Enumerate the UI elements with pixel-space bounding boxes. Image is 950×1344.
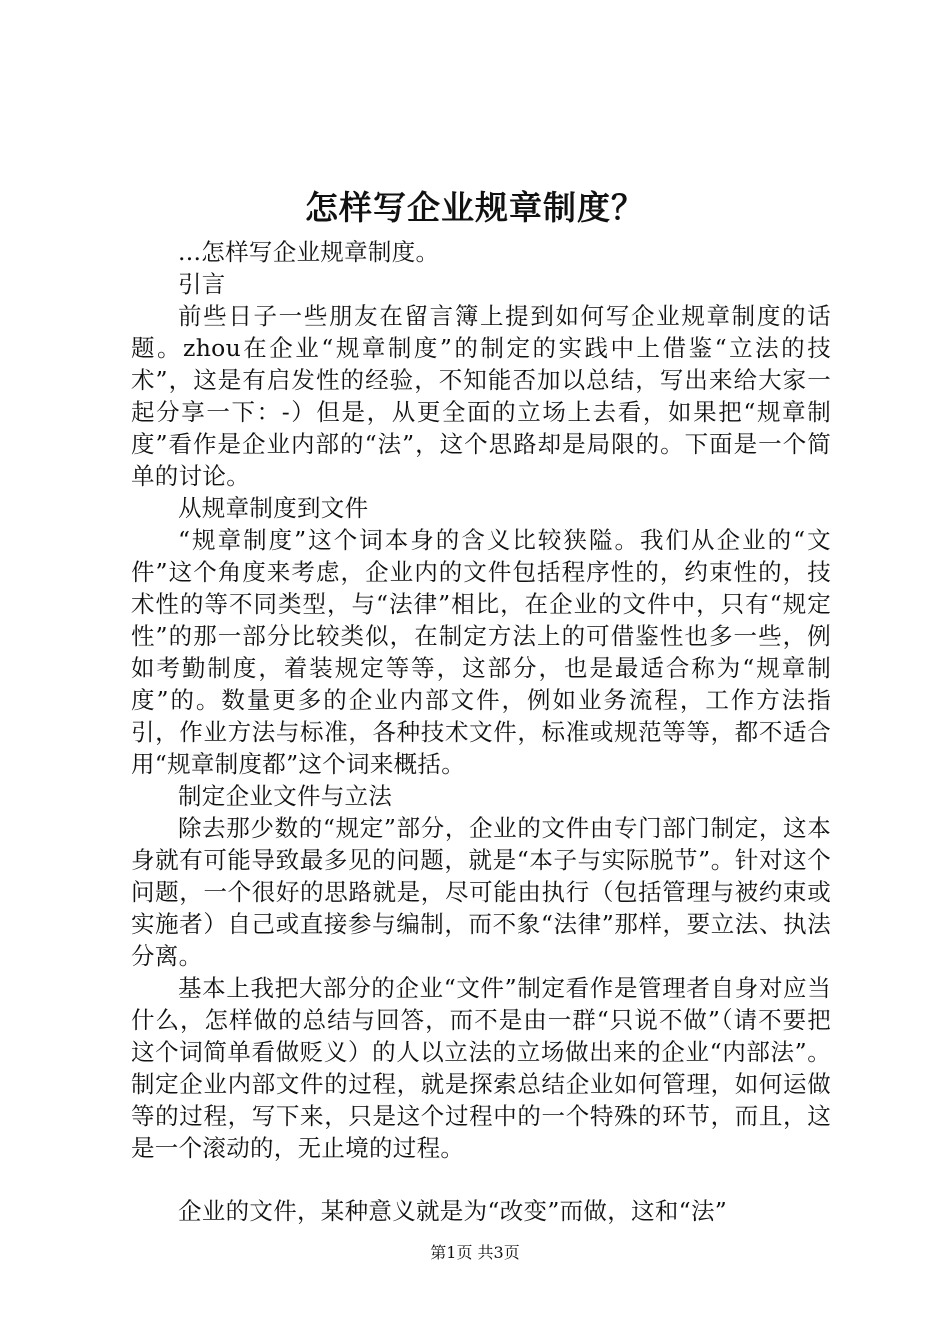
paragraph-management-summary: 基本上我把大部分的企业“文件”制定看作是管理者自身对应当什么，怎样做的总结与回答，而不是由一群“只说不做”（请不要把这个词简单看做贬义）的人以立法的立场做出来的企业“内部法”。制定企业内部文件的过程，就是探索总结企业如何管理，如何运做等的过程，写下来，只是这个过程中的一个特殊的环节，而且，这是一个滚动的，无止境的过程。: [131, 974, 831, 1162]
paragraph-documents-for-change: 企业的文件，某种意义就是为“改变”而做，这和“法”: [178, 1197, 728, 1225]
intro-line: ...怎样写企业规章制度。: [178, 238, 440, 266]
paragraph-intro: 前些日子一些朋友在留言簿上提到如何写企业规章制度的话题。zhou在企业“规章制度”的制定的实践中上借鉴“立法的技术”，这是有启发性的经验，不知能否加以总结，写出来给大家一起分享一下：-）但是，从更全面的立场上去看，如果把“规章制度”看作是企业内部的“法”，这个思路却是局限的。下面是一个简单的讨论。: [131, 302, 831, 490]
section-heading-documents-and-legislation: 制定企业文件与立法: [178, 782, 393, 810]
page-number: 第1页 共3页: [430, 1243, 520, 1262]
paragraph-rules-to-documents: “规章制度”这个词本身的含义比较狭隘。我们从企业的“文件”这个角度来考虑，企业内的文件包括程序性的，约束性的，技术性的等不同类型，与“法律”相比，在企业的文件中，只有“规定性”的那一部分比较类似，在制定方法上的可借鉴性也多一些，例如考勤制度，着装规定等等，这部分，也是最适合称为“规章制度”的。数量更多的企业内部文件，例如业务流程，工作方法指引，作业方法与标准，各种技术文件，标准或规范等等，都不适合用“规章制度都”这个词来概括。: [131, 526, 831, 778]
paragraph-documents-and-legislation: 除去那少数的“规定”部分，企业的文件由专门部门制定，这本身就有可能导致最多见的问题，就是“本子与实际脱节”。针对这个问题，一个很好的思路就是，尽可能由执行（包括管理与被约束或实施者）自己或直接参与编制，而不象“法律”那样，要立法、执法分离。: [131, 814, 831, 970]
section-heading-rules-to-documents: 从规章制度到文件: [178, 494, 369, 522]
document-body: [131, 236, 831, 1227]
page-title: 怎样写企业规章制度？: [305, 188, 645, 227]
section-heading-intro: 引言: [178, 270, 226, 298]
